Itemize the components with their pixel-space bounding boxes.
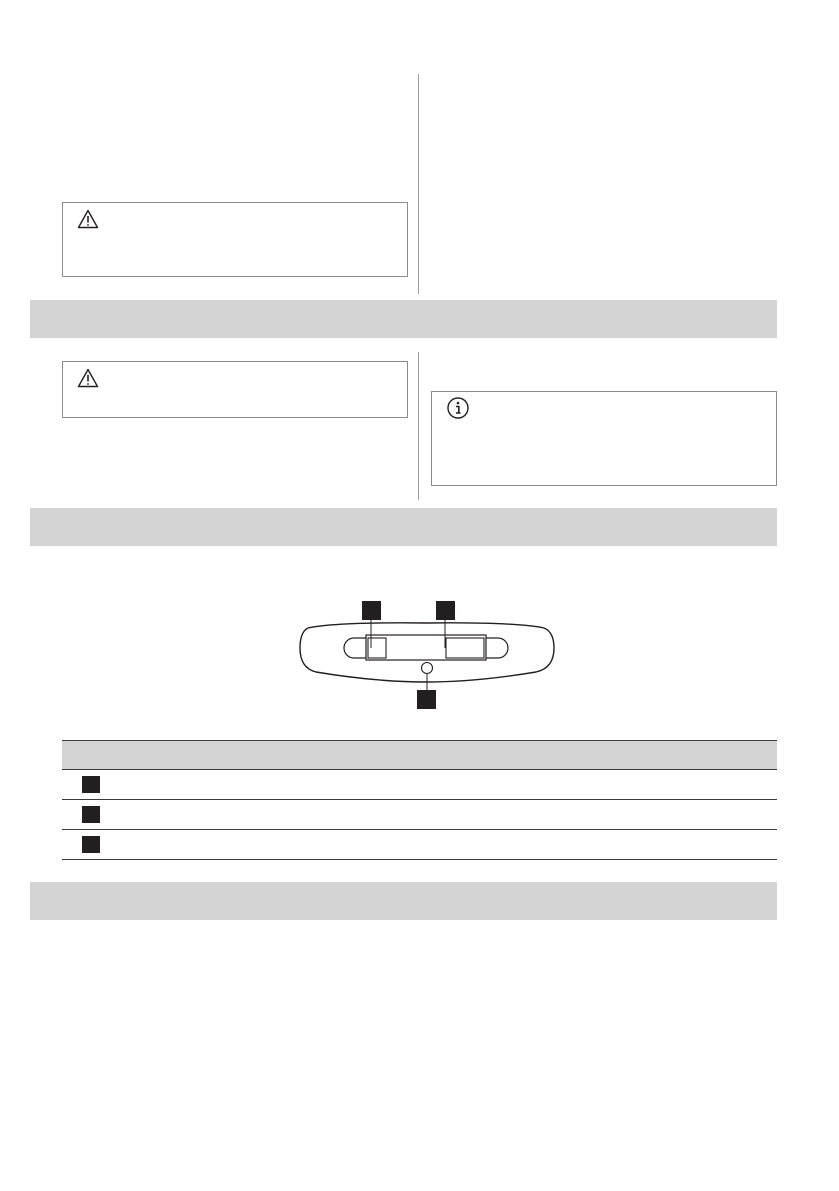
warning-box-middle: [62, 361, 408, 418]
info-box: [431, 391, 777, 486]
section-header-band-2: [30, 508, 777, 546]
right-button: [446, 638, 484, 658]
callout-marker-1: [362, 601, 381, 620]
section-header-band-1: [30, 300, 777, 338]
callout-marker: [82, 806, 100, 823]
warning-box-top: [62, 202, 408, 277]
table-row: [62, 800, 777, 830]
column-divider-top: [418, 74, 419, 294]
info-circle-icon: [446, 396, 470, 420]
section-header-band-3: [30, 882, 777, 920]
indicator-light: [422, 663, 433, 674]
callout-marker-2: [436, 601, 455, 620]
control-panel-diagram: [296, 598, 558, 716]
callout-marker: [82, 836, 100, 853]
callout-marker-3: [417, 690, 436, 709]
legend-table: [62, 740, 777, 860]
table-row: [62, 830, 777, 860]
column-divider-middle: [418, 352, 419, 500]
warning-triangle-icon: [77, 209, 99, 229]
legend-table-header: [62, 741, 777, 770]
callout-marker: [82, 776, 100, 793]
warning-triangle-icon: [77, 368, 99, 388]
table-row: [62, 770, 777, 800]
